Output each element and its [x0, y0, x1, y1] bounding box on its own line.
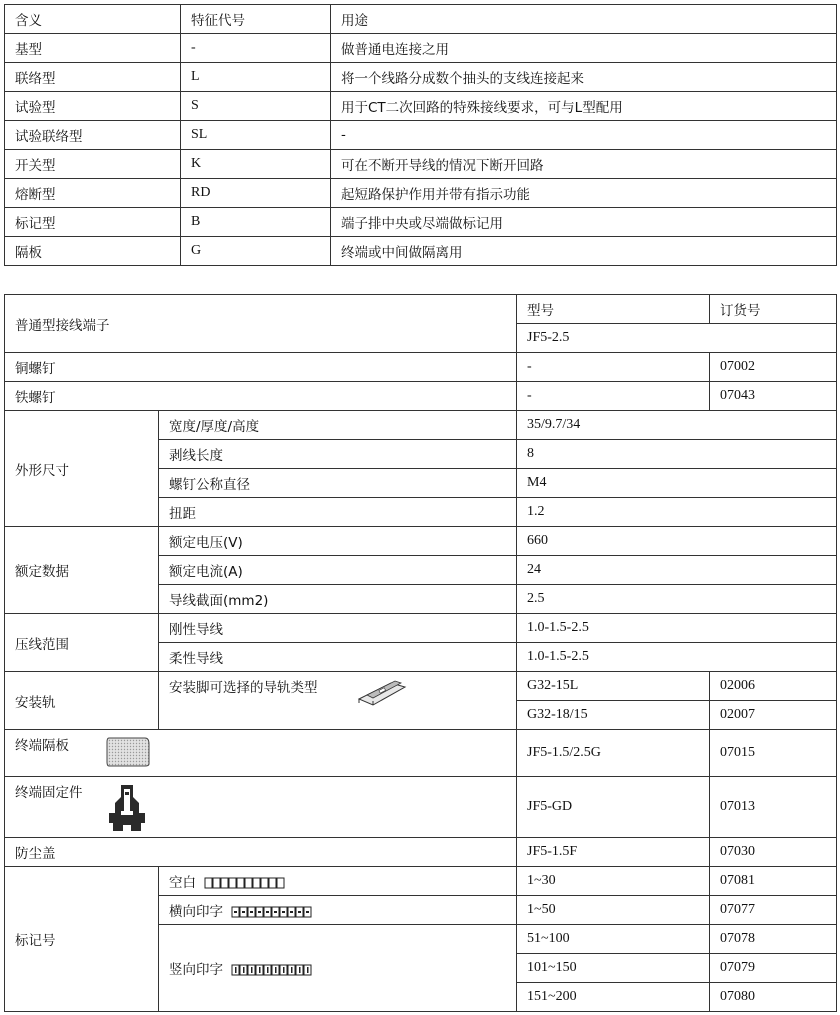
- vertical-marker-strip-icon: [231, 964, 313, 976]
- type-usage: 将一个线路分成数个抽头的支线连接起来: [331, 63, 837, 92]
- rated-row: [5, 527, 837, 556]
- type-header-row: [5, 5, 837, 34]
- type-code: L: [181, 63, 331, 92]
- type-meaning: 标记型: [5, 208, 181, 237]
- rated-group-label: 额定数据: [5, 527, 159, 614]
- end-plate-icon: [105, 736, 151, 768]
- end-stop-row: [5, 777, 837, 838]
- type-meaning: 试验联络型: [5, 121, 181, 150]
- type-usage: 做普通电连接之用: [331, 34, 837, 63]
- dust-cover-label: 防尘盖: [5, 838, 517, 867]
- rated-value: 2.5: [517, 585, 837, 614]
- type-row: [5, 179, 837, 208]
- type-meaning: 隔板: [5, 237, 181, 266]
- crimp-value: 1.0-1.5-2.5: [517, 643, 837, 672]
- type-code: K: [181, 150, 331, 179]
- type-usage: 用于CT二次回路的特殊接线要求，可与L型配用: [331, 92, 837, 121]
- marker-range: 1~30: [517, 867, 710, 896]
- dims-label: 宽度/厚度/高度: [159, 411, 517, 440]
- type-row: [5, 150, 837, 179]
- marker-vertical-cell: [159, 925, 517, 1012]
- marker-blank-label: 空白: [169, 875, 196, 891]
- marker-order: 07077: [710, 896, 837, 925]
- terminal-spec-table: [4, 294, 837, 1012]
- type-usage: 可在不断开导线的情况下断开回路: [331, 150, 837, 179]
- marker-order: 07081: [710, 867, 837, 896]
- crimp-group-label: 压线范围: [5, 614, 159, 672]
- marker-group-label: 标记号: [5, 867, 159, 1012]
- crimp-label: 刚性导线: [159, 614, 517, 643]
- marker-range: 51~100: [517, 925, 710, 954]
- marker-row: [5, 867, 837, 896]
- terminal-type-table: [4, 4, 837, 266]
- rail-group-label: 安装轨: [5, 672, 159, 730]
- marker-range: 151~200: [517, 983, 710, 1012]
- dims-row: [5, 411, 837, 440]
- marker-order: 07079: [710, 954, 837, 983]
- rail-model: G32-15L: [517, 672, 710, 701]
- end-stop-order: 07013: [710, 777, 837, 838]
- type-header-cell: 用途: [331, 5, 837, 34]
- copper-screw-row: [5, 353, 837, 382]
- horizontal-marker-strip-icon: [231, 906, 313, 918]
- type-row: [5, 63, 837, 92]
- type-code: G: [181, 237, 331, 266]
- main-model: JF5-2.5: [517, 324, 837, 353]
- iron-label: 铁螺钉: [5, 382, 517, 411]
- dims-label: 螺钉公称直径: [159, 469, 517, 498]
- end-stop-icon: [105, 783, 149, 835]
- type-row: [5, 208, 837, 237]
- dims-value: 8: [517, 440, 837, 469]
- dust-cover-row: [5, 838, 837, 867]
- type-code: B: [181, 208, 331, 237]
- dims-group-label: 外形尺寸: [5, 411, 159, 527]
- iron-model: -: [517, 382, 710, 411]
- type-meaning: 联络型: [5, 63, 181, 92]
- marker-order: 07078: [710, 925, 837, 954]
- crimp-label: 柔性导线: [159, 643, 517, 672]
- rated-label: 导线截面(mm2): [159, 585, 517, 614]
- marker-horizontal-label: 横向印字: [169, 904, 223, 920]
- end-plate-order: 07015: [710, 730, 837, 777]
- rail-row: [5, 672, 837, 701]
- rated-label: 额定电流(A): [159, 556, 517, 585]
- dims-value: M4: [517, 469, 837, 498]
- type-usage: -: [331, 121, 837, 150]
- dust-cover-model: JF5-1.5F: [517, 838, 710, 867]
- type-usage: 起短路保护作用并带有指示功能: [331, 179, 837, 208]
- iron-screw-row: [5, 382, 837, 411]
- end-stop-model: JF5-GD: [517, 777, 710, 838]
- type-usage: 端子排中央或尽端做标记用: [331, 208, 837, 237]
- crimp-value: 1.0-1.5-2.5: [517, 614, 837, 643]
- type-code: RD: [181, 179, 331, 208]
- blank-marker-strip-icon: [204, 877, 286, 889]
- dims-value: 35/9.7/34: [517, 411, 837, 440]
- end-stop-cell: [5, 777, 517, 838]
- marker-order: 07080: [710, 983, 837, 1012]
- model-header: 型号: [517, 295, 710, 324]
- rated-label: 额定电压(V): [159, 527, 517, 556]
- marker-horizontal-cell: [159, 896, 517, 925]
- marker-range: 101~150: [517, 954, 710, 983]
- crimp-row: [5, 614, 837, 643]
- end-plate-cell: [5, 730, 517, 777]
- type-header-cell: 含义: [5, 5, 181, 34]
- dust-cover-order: 07030: [710, 838, 837, 867]
- marker-blank-cell: [159, 867, 517, 896]
- rail-desc-cell: [159, 672, 517, 730]
- dims-label: 剥线长度: [159, 440, 517, 469]
- type-meaning: 基型: [5, 34, 181, 63]
- end-plate-model: JF5-1.5/2.5G: [517, 730, 710, 777]
- type-usage: 终端或中间做隔离用: [331, 237, 837, 266]
- type-code: S: [181, 92, 331, 121]
- copper-label: 铜螺钉: [5, 353, 517, 382]
- type-row: [5, 34, 837, 63]
- copper-order: 07002: [710, 353, 837, 382]
- spec-title: 普通型接线端子: [5, 295, 517, 353]
- marker-vertical-label: 竖向印字: [169, 962, 223, 978]
- type-meaning: 试验型: [5, 92, 181, 121]
- end-stop-label: 终端固定件: [15, 785, 83, 801]
- rail-desc: 安装脚可选择的导轨类型: [169, 680, 318, 696]
- copper-model: -: [517, 353, 710, 382]
- rated-value: 24: [517, 556, 837, 585]
- rail-model: G32-18/15: [517, 701, 710, 730]
- iron-order: 07043: [710, 382, 837, 411]
- spec-header-row: [5, 295, 837, 324]
- rail-order: 02006: [710, 672, 837, 701]
- type-row: [5, 92, 837, 121]
- type-meaning: 开关型: [5, 150, 181, 179]
- din-rail-icon: [357, 677, 409, 707]
- order-header: 订货号: [710, 295, 837, 324]
- type-code: SL: [181, 121, 331, 150]
- end-plate-label: 终端隔板: [15, 738, 69, 754]
- rail-order: 02007: [710, 701, 837, 730]
- type-row: [5, 121, 837, 150]
- type-header-cell: 特征代号: [181, 5, 331, 34]
- dims-label: 扭距: [159, 498, 517, 527]
- dims-value: 1.2: [517, 498, 837, 527]
- marker-range: 1~50: [517, 896, 710, 925]
- type-meaning: 熔断型: [5, 179, 181, 208]
- type-code: -: [181, 34, 331, 63]
- rated-value: 660: [517, 527, 837, 556]
- end-plate-row: [5, 730, 837, 777]
- type-row: [5, 237, 837, 266]
